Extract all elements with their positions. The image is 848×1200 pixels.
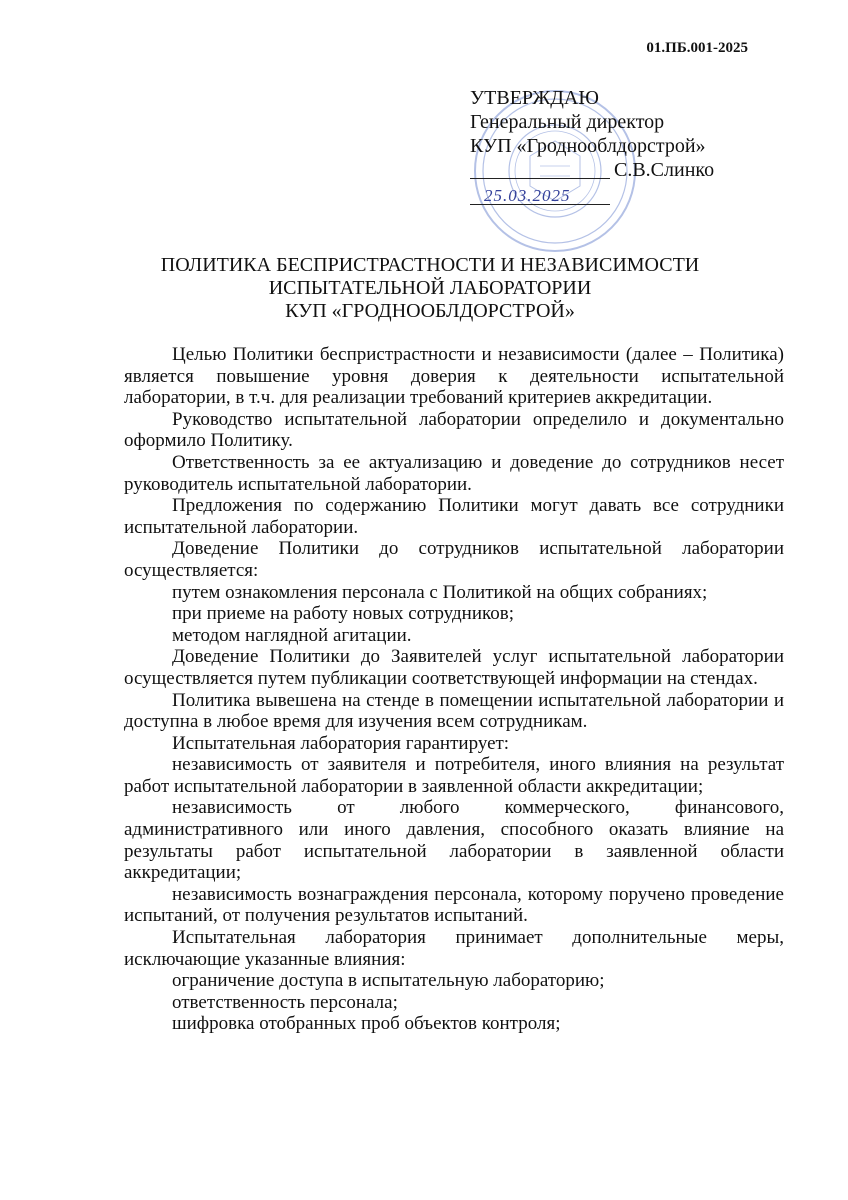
approval-date: 25.03.2025 [484,186,571,205]
paragraph: Предложения по содержанию Политики могут давать все сотрудники испытательной лаборатории. [124,495,784,538]
document-code: 01.ПБ.001-2025 [646,40,748,56]
list-item: шифровка отобранных проб объектов контроля; [172,1013,561,1035]
list-item: ответственность персонала; [172,991,398,1013]
approval-heading: УТВЕРЖДАЮ [470,87,599,109]
paragraph: независимость вознаграждения персонала, которому поручено проведение испытаний, от получения результатов испытаний. [124,883,784,927]
paragraph: Целью Политики беспристрастности и независимости (далее – Политика) является повышение уровня доверия к деятельности испытательной лаборатории, в т.ч. для реализации требований критериев аккредитации. [124,344,784,409]
title-line-3: КУП «ГРОДНООБЛДОРСТРОЙ» [285,300,575,322]
approval-block [470,86,770,210]
list-item: методом наглядной агитации. [172,624,412,646]
date-row [470,182,770,210]
signer-name: С.В.Слинко [614,159,715,181]
paragraph: Испытательная лаборатория гарантирует: [172,732,510,754]
list-item: путем ознакомления персонала с Политикой на общих собраниях; [172,581,708,603]
paragraph: Доведение Политики до сотрудников испытательной лаборатории осуществляется: [124,538,784,581]
paragraph: Политика вывешена на стенде в помещении испытательной лаборатории и доступна в любое время для изучения всем сотрудникам. [124,689,784,733]
list-item: при приеме на работу новых сотрудников; [172,603,515,625]
paragraph: Руководство испытательной лаборатории определило и документально оформило Политику. [124,408,784,452]
signature-line [470,178,610,179]
approval-position: Генеральный директор [470,111,665,133]
signature-row [470,158,770,182]
title-line-1: ПОЛИТИКА БЕСПРИСТРАСТНОСТИ И НЕЗАВИСИМОСТИ [160,254,700,276]
document-body [124,344,784,1035]
document-title [110,254,750,323]
list-item: ограничение доступа в испытательную лабораторию; [172,970,605,992]
paragraph: независимость от любого коммерческого, финансового, административного или иного давления, способного оказать влияние на результаты работ испытательной лаборатории в заявленной области аккредитации; [124,797,784,884]
title-line-2: ИСПЫТАТЕЛЬНОЙ ЛАБОРАТОРИИ [268,277,592,299]
paragraph: Ответственность за ее актуализацию и доведение до сотрудников несет руководитель испытательной лаборатории. [124,451,784,495]
paragraph: Доведение Политики до Заявителей услуг испытательной лаборатории осуществляется путем публикации соответствующей информации на стендах. [124,646,784,689]
paragraph: Испытательная лаборатория принимает дополнительные меры, исключающие указанные влияния: [124,927,784,970]
paragraph: независимость от заявителя и потребителя, иного влияния на результат работ испытательной лаборатории в заявленной области аккредитации; [124,754,784,797]
approval-organization: КУП «Гроднооблдорстрой» [470,135,706,157]
